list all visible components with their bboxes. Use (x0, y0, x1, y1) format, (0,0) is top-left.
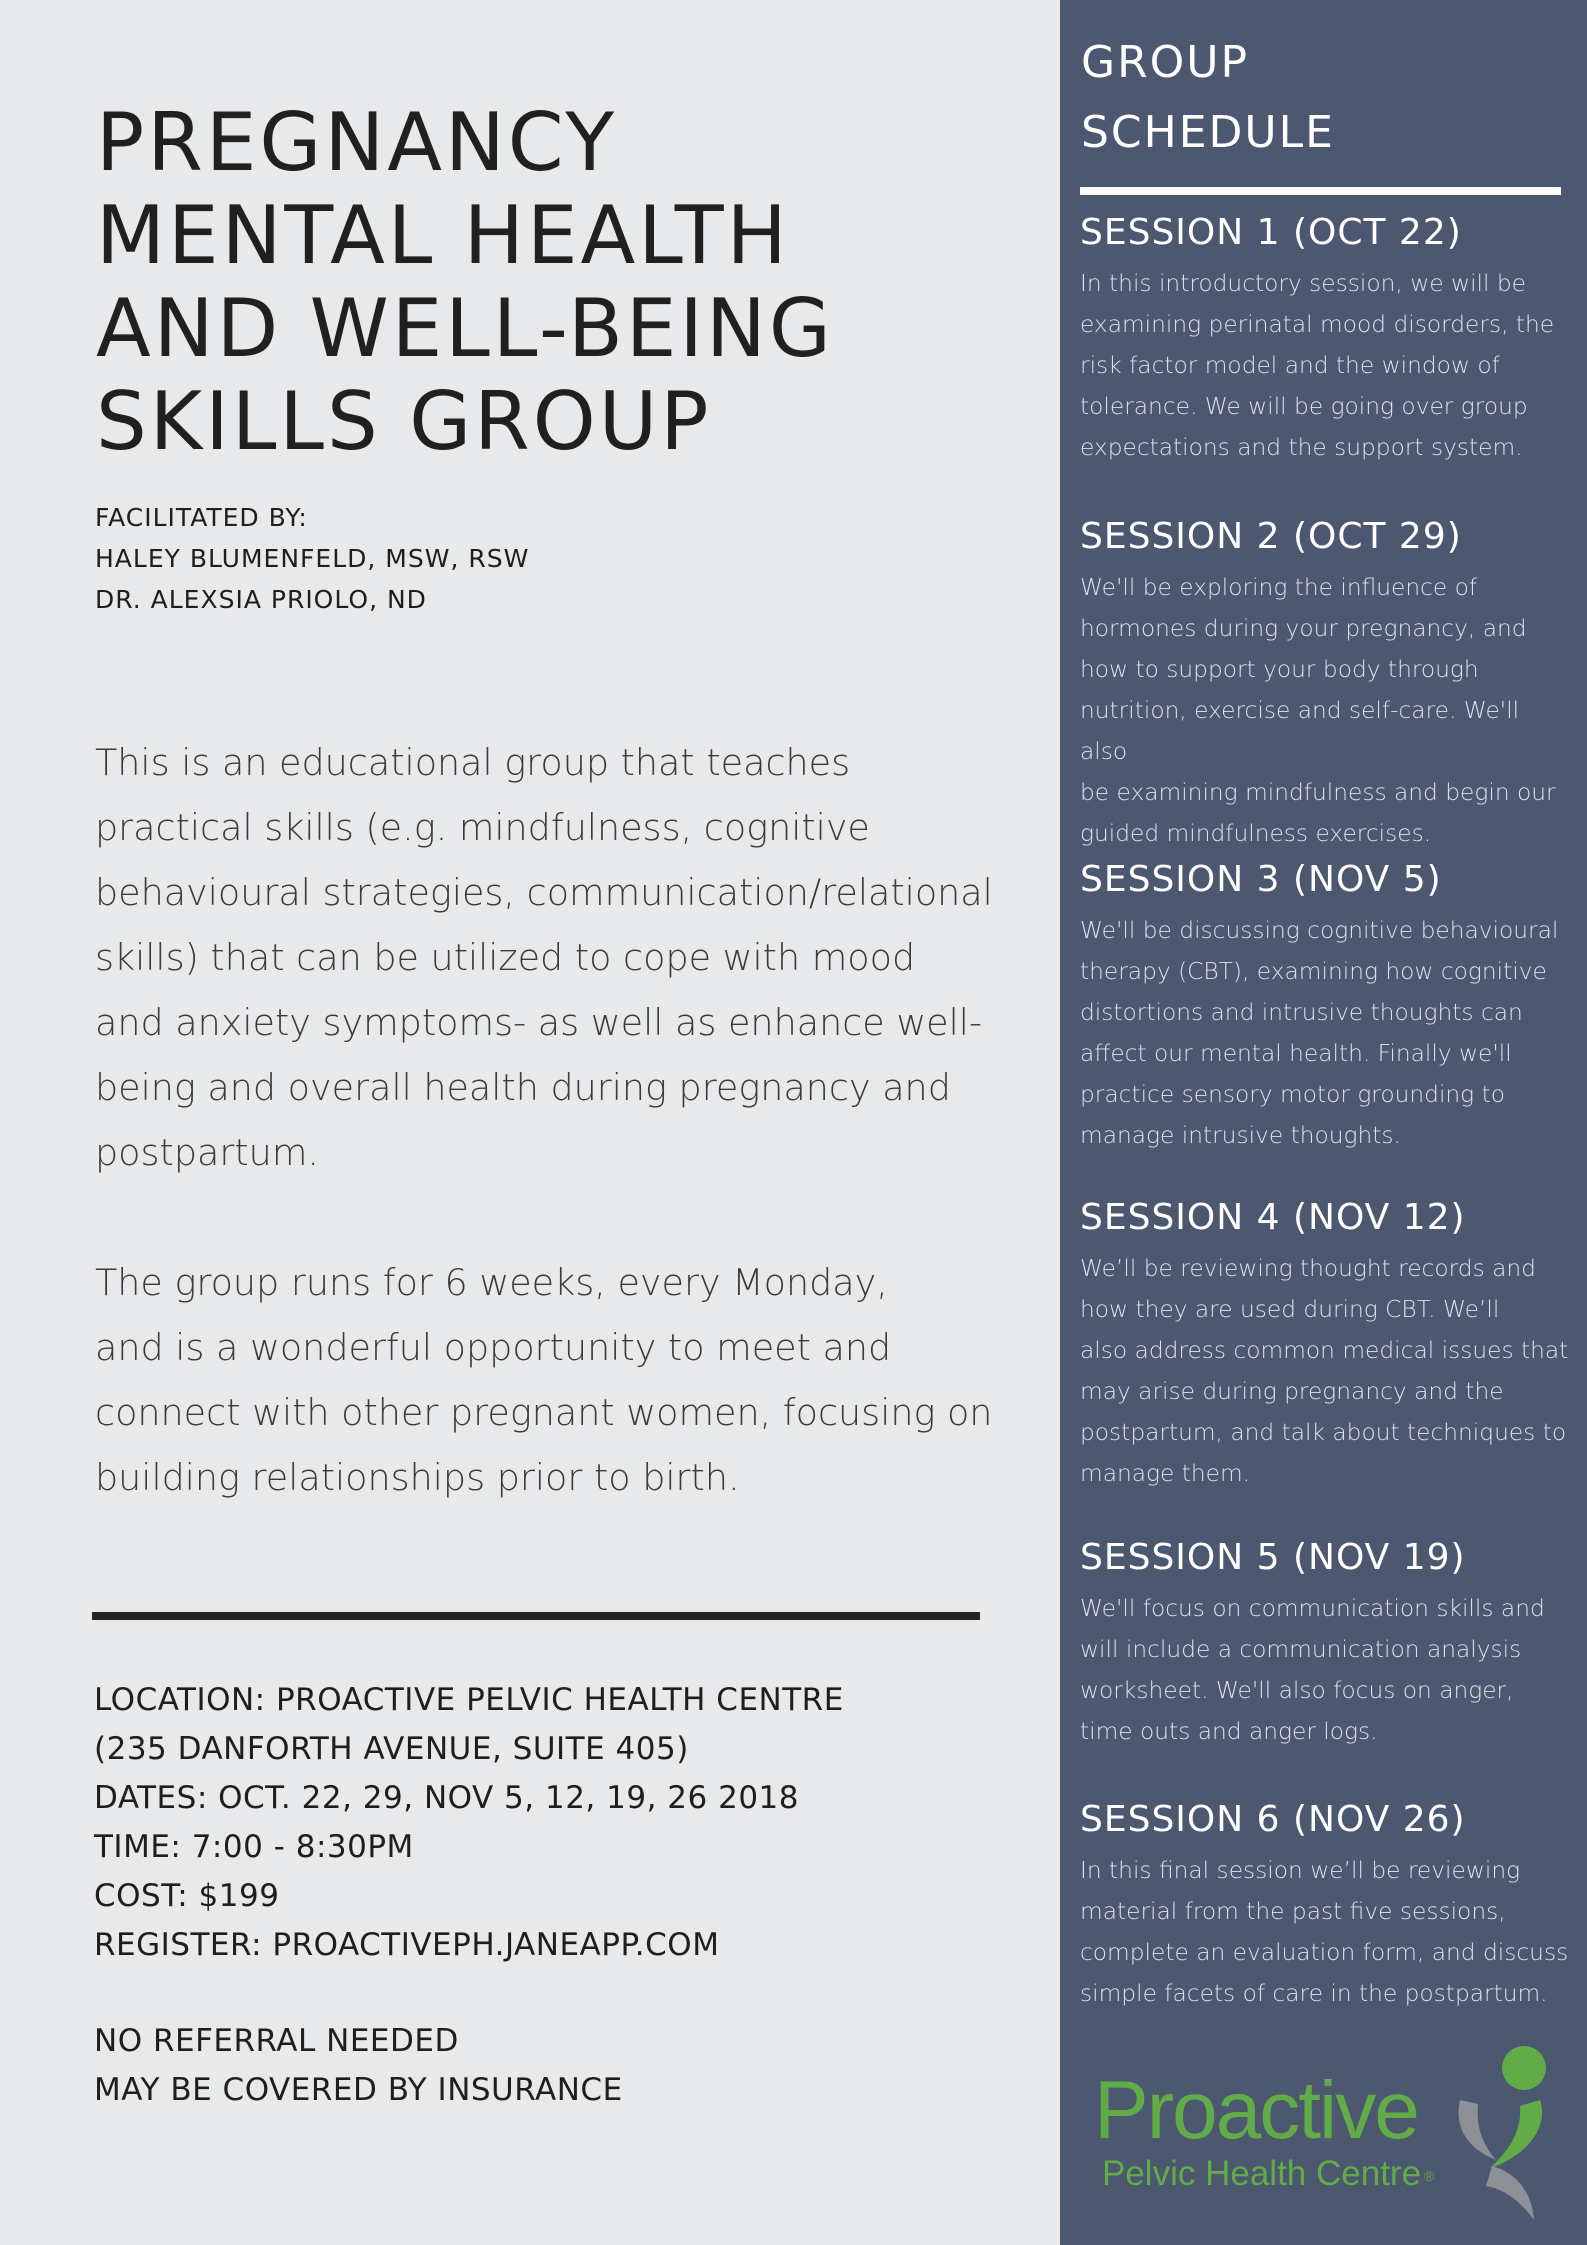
description-paragraph-1 (95, 730, 1035, 1185)
session-text-line: time outs and anger logs. (1080, 1718, 1378, 1745)
session-text-line: worksheet. We'll also focus on anger, (1080, 1677, 1514, 1704)
title-line: AND WELL-BEING (96, 282, 834, 375)
session-5 (1080, 1536, 1570, 1752)
text-line: skills) that can be utilized to cope with mood (95, 936, 916, 979)
dates-line: DATES: OCT. 22, 29, NOV 5, 12, 19, 26 2018 (94, 1780, 799, 1816)
session-text-line: be examining mindfulness and begin our (1080, 779, 1556, 806)
session-text-line: may arise during pregnancy and the (1080, 1378, 1504, 1405)
text-line: practical skills (e.g. mindfulness, cognitive (95, 806, 870, 849)
session-1 (1080, 211, 1570, 468)
session-text-line: manage intrusive thoughts. (1080, 1122, 1401, 1149)
location-line: LOCATION: PROACTIVE PELVIC HEALTH CENTRE (94, 1682, 844, 1718)
session-text-line: risk factor model and the window of (1080, 352, 1500, 379)
session-text-line: In this introductory session, we will be (1080, 270, 1527, 297)
title-line: SKILLS GROUP (96, 375, 712, 468)
time-line: TIME: 7:00 - 8:30PM (94, 1829, 414, 1865)
session-text-line: We'll focus on communication skills and (1080, 1595, 1545, 1622)
text-line: connect with other pregnant women, focusing on (95, 1391, 993, 1434)
register-link[interactable]: REGISTER: PROACTIVEPH.JANEAPP.COM (94, 1927, 720, 1963)
session-text-line: manage them. (1080, 1460, 1251, 1487)
session-text-line: complete an evaluation form, and discuss (1080, 1939, 1569, 1966)
session-3 (1080, 858, 1570, 1156)
session-text-line: affect our mental health. Finally we'll (1080, 1040, 1512, 1067)
session-text-line: In this final session we’ll be reviewing (1080, 1857, 1521, 1884)
session-heading: SESSION 6 (NOV 26) (1080, 1799, 1466, 1840)
session-text-line: nutrition, exercise and self-care. We'll also (1080, 697, 1520, 765)
cost-line: COST: $199 (94, 1878, 280, 1914)
session-text-line: tolerance. We will be going over group (1080, 393, 1528, 420)
session-6 (1080, 1798, 1570, 2014)
session-2 (1080, 515, 1570, 854)
referral-note: NO REFERRAL NEEDED (94, 2023, 459, 2059)
facilitated-label: FACILITATED BY: (95, 503, 308, 532)
title-line: MENTAL HEALTH (96, 189, 790, 282)
session-4 (1080, 1196, 1570, 1494)
session-text-line: We'll be exploring the influence of (1080, 574, 1478, 601)
text-line: being and overall health during pregnancy and (95, 1066, 951, 1109)
title-line: PREGNANCY (96, 96, 618, 189)
session-heading: SESSION 5 (NOV 19) (1080, 1537, 1466, 1578)
text-line: This is an educational group that teaches (95, 741, 851, 784)
schedule-title-line: SCHEDULE (1081, 107, 1335, 158)
text-line: and anxiety symptoms- as well as enhance well- (95, 1001, 983, 1044)
facilitators-block (95, 497, 529, 620)
session-text-line: also address common medical issues that (1080, 1337, 1569, 1364)
session-text-line: postpartum, and talk about techniques to (1080, 1419, 1567, 1446)
session-heading: SESSION 2 (OCT 29) (1080, 516, 1462, 557)
facilitator-name: HALEY BLUMENFELD, MSW, RSW (95, 544, 530, 573)
section-divider (92, 1612, 980, 1620)
page-title (96, 96, 1036, 468)
logo-wordmark: Proactive (1094, 2065, 1418, 2156)
facilitator-name: DR. ALEXSIA PRIOLO, ND (95, 585, 427, 614)
event-info (94, 1676, 844, 2115)
text-line: and is a wonderful opportunity to meet and (95, 1326, 892, 1369)
session-heading: SESSION 3 (NOV 5) (1080, 859, 1442, 900)
session-text-line: distortions and intrusive thoughts can (1080, 999, 1523, 1026)
session-text-line: We'll be discussing cognitive behavioural (1080, 917, 1559, 944)
session-text-line: how they are used during CBT. We’ll (1080, 1296, 1500, 1323)
logo-subtitle (1102, 2154, 1434, 2196)
text-line: building relationships prior to birth. (95, 1456, 740, 1499)
address-line: (235 DANFORTH AVENUE, SUITE 405) (94, 1731, 689, 1767)
schedule-title-line: GROUP (1081, 37, 1250, 88)
registered-mark: ® (1424, 2167, 1435, 2184)
description-paragraph-2 (95, 1250, 1035, 1510)
session-heading: SESSION 1 (OCT 22) (1080, 212, 1462, 253)
schedule-divider (1080, 187, 1561, 195)
session-heading: SESSION 4 (NOV 12) (1080, 1197, 1466, 1238)
session-text-line: therapy (CBT), examining how cognitive (1080, 958, 1547, 985)
spacer (94, 1970, 844, 2017)
session-text-line: practice sensory motor grounding to (1080, 1081, 1505, 1108)
text-line: The group runs for 6 weeks, every Monday, (95, 1261, 888, 1304)
logo-figure-icon (1452, 2040, 1562, 2220)
logo-subtitle-text: Pelvic Health Centre (1102, 2154, 1422, 2193)
session-text-line: will include a communication analysis (1080, 1636, 1522, 1663)
session-text-line: guided mindfulness exercises. (1080, 820, 1432, 847)
session-text-line: how to support your body through (1080, 656, 1479, 683)
session-text-line: examining perinatal mood disorders, the (1080, 311, 1555, 338)
proactive-logo (1094, 2040, 1564, 2220)
session-text-line: hormones during your pregnancy, and (1080, 615, 1527, 642)
session-text-line: We’ll be reviewing thought records and (1080, 1255, 1536, 1282)
text-line: behavioural strategies, communication/relational (95, 871, 993, 914)
session-text-line: simple facets of care in the postpartum. (1080, 1980, 1548, 2007)
session-text-line: material from the past five sessions, (1080, 1898, 1506, 1925)
schedule-title (1081, 28, 1335, 168)
session-text-line: expectations and the support system. (1080, 434, 1523, 461)
text-line: postpartum. (95, 1131, 319, 1174)
insurance-note: MAY BE COVERED BY INSURANCE (94, 2072, 623, 2108)
